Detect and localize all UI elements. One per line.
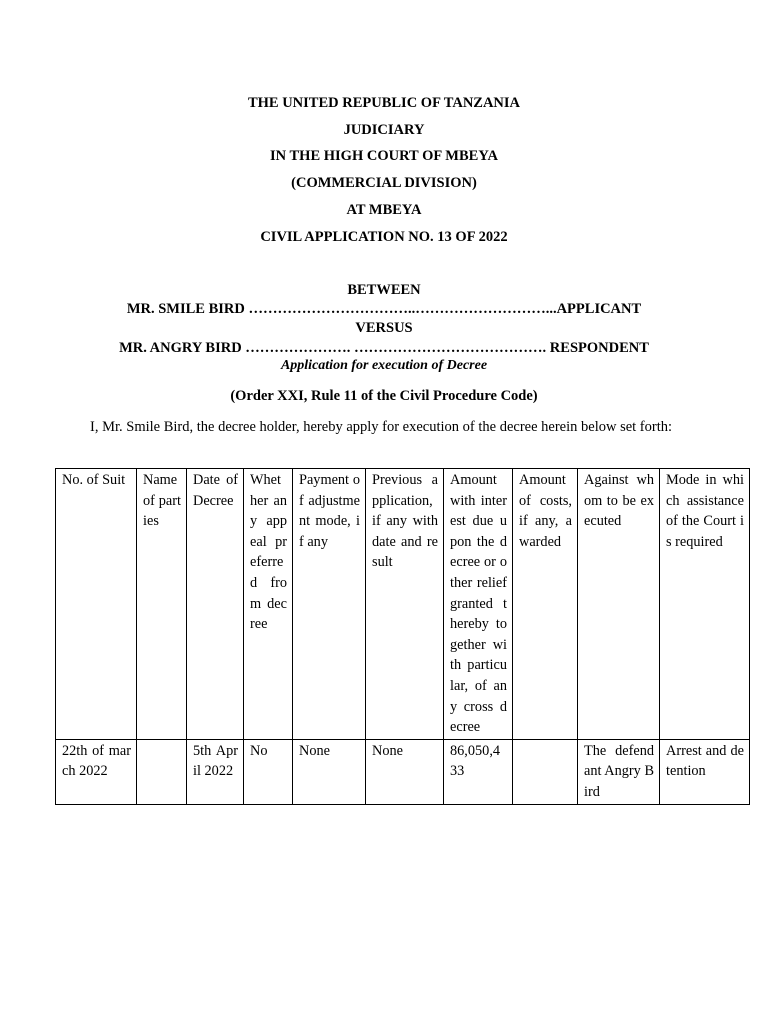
col-header-decree-date: Date of Decree	[187, 469, 244, 740]
document-subtitle: Application for execution of Decree	[280, 358, 488, 373]
col-header-suit-no: No. of Suit	[56, 469, 137, 740]
table-header-row	[56, 469, 750, 740]
col-header-costs: Amount of costs, if any, awarded	[513, 469, 578, 740]
col-header-mode: Mode in which assistance of the Court is required	[660, 469, 750, 740]
header-line-5: AT MBEYA	[346, 202, 422, 218]
respondent-line: MR. ANGRY BIRD …………………. …………………………………. RESPONDENT	[119, 340, 649, 356]
between-label: BETWEEN	[347, 282, 421, 298]
cell-decree-date: 5th April 2022	[187, 739, 244, 804]
applicant-line: MR. SMILE BIRD ……………………………..………………………...APPLICANT	[126, 301, 642, 317]
cell-costs	[513, 739, 578, 804]
header-line-1: THE UNITED REPUBLIC OF TANZANIA	[247, 95, 521, 111]
col-header-against-whom: Against whom to be executed	[578, 469, 660, 740]
cell-payment: None	[293, 739, 366, 804]
versus-label: VERSUS	[355, 320, 413, 336]
col-header-appeal: Whether any appeal preferred from decree	[244, 469, 293, 740]
header-line-6: CIVIL APPLICATION NO. 13 OF 2022	[260, 229, 508, 245]
cell-previous-application: None	[366, 739, 444, 804]
cell-appeal: No	[244, 739, 293, 804]
col-header-amount: Amount with interest due upon the decree or other relief granted thereby together with particular, of any cross decree	[444, 469, 513, 740]
table-row	[56, 739, 750, 804]
cell-against-whom: The defendant Angry Bird	[578, 739, 660, 804]
header-line-3: IN THE HIGH COURT OF MBEYA	[270, 148, 498, 164]
decree-table	[55, 468, 750, 805]
col-header-previous-application: Previous application, if any with date and result	[366, 469, 444, 740]
cell-mode: Arrest and detention	[660, 739, 750, 804]
cell-amount: 86,050,433	[444, 739, 513, 804]
col-header-parties: Name of parties	[137, 469, 187, 740]
header-line-4: (COMMERCIAL DIVISION)	[291, 175, 477, 191]
intro-paragraph: I, Mr. Smile Bird, the decree holder, hereby apply for execution of the decree herein below set forth:	[90, 419, 673, 435]
order-reference: (Order XXI, Rule 11 of the Civil Procedure Code)	[230, 388, 538, 404]
col-header-payment: Payment of adjustment mode, if any	[293, 469, 366, 740]
cell-suit-no: 22th of march 2022	[56, 739, 137, 804]
cell-parties	[137, 739, 187, 804]
header-line-2: JUDICIARY	[343, 122, 425, 138]
